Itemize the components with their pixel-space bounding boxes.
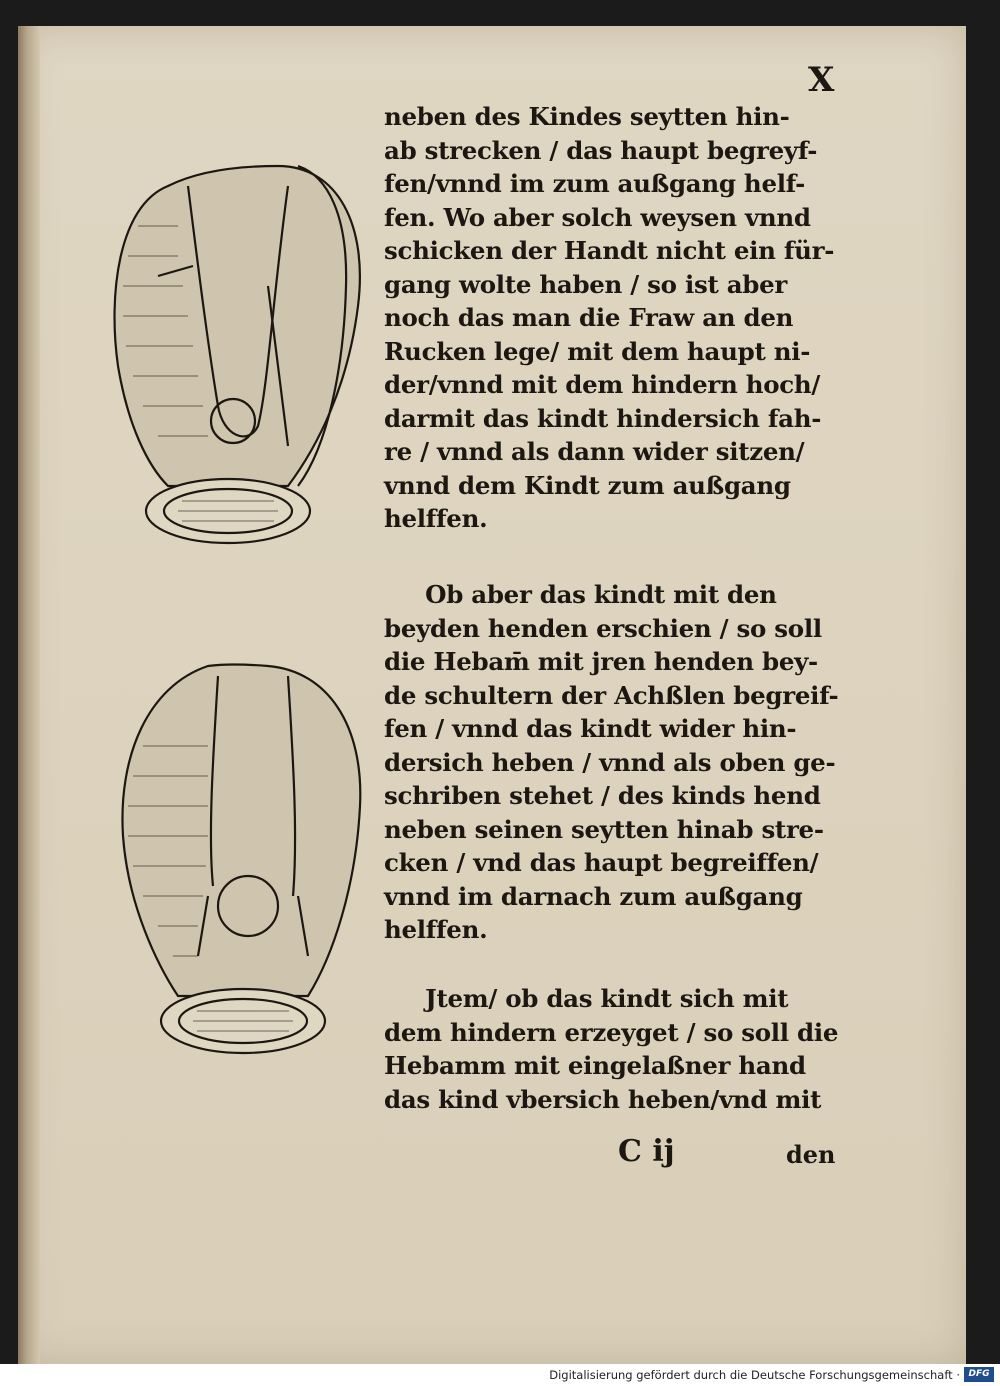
- book-page: [18, 26, 966, 1364]
- paragraph-3: [384, 982, 838, 1116]
- funding-credit: Digitalisierung gefördert durch die Deutsche Forschungsgemeinschaft ·: [549, 1368, 960, 1382]
- text-line: helffen.: [384, 504, 488, 533]
- text-line: der/vnnd mit dem hindern hoch/: [384, 370, 821, 399]
- text-line: fen / vnnd das kindt wider hin-: [384, 714, 797, 743]
- text-line: die Hebam̄ mit jren henden bey-: [384, 647, 818, 676]
- paragraph-2: [384, 578, 838, 947]
- signature-mark: C ij: [618, 1134, 675, 1169]
- folio-number: X: [808, 60, 835, 100]
- text-line: re / vnnd als dann wider sitzen/: [384, 437, 805, 466]
- text-line: darmit das kindt hindersich fah-: [384, 403, 822, 433]
- text-line: dem hindern erzeyget / so soll die: [384, 1017, 839, 1047]
- paragraph-1: [384, 100, 834, 536]
- text-line: Rucken lege/ mit dem haupt ni-: [384, 336, 811, 366]
- text-line: vnnd im darnach zum außgang: [384, 881, 803, 911]
- text-line: gang wolte haben / so ist aber: [384, 269, 787, 299]
- text-line: ab strecken / das haupt begreyf-: [384, 135, 818, 165]
- text-line: Jtem/ ob das kindt sich mit: [384, 984, 789, 1013]
- text-line: fen/vnnd im zum außgang helf-: [384, 169, 805, 198]
- digitization-footer: [0, 1364, 1000, 1386]
- text-line: de schultern der Achßlen begreif-: [384, 680, 839, 710]
- catchword: den: [786, 1140, 836, 1169]
- text-line: neben seinen seytten hinab stre-: [384, 814, 824, 844]
- text-line: vnnd dem Kindt zum außgang: [384, 470, 791, 500]
- text-line: fen. Wo aber solch weysen vnnd: [384, 202, 811, 232]
- text-line: helffen.: [384, 915, 488, 944]
- text-line: neben des Kindes seytten hin-: [384, 102, 790, 131]
- text-line: das kind vbersich heben/vnd mit: [384, 1084, 822, 1114]
- text-line: schicken der Handt nicht ein für-: [384, 236, 835, 265]
- page-binding-edge: [18, 26, 40, 1364]
- dfg-logo[interactable]: DFG: [964, 1367, 994, 1382]
- woodcut-figure-lower: [98, 656, 378, 1076]
- woodcut-figure-upper: [98, 146, 378, 566]
- text-line: cken / vnd das haupt begreiffen/: [384, 848, 819, 877]
- text-line: Hebamm mit eingelaßner hand: [384, 1051, 806, 1080]
- text-line: noch das man die Fraw an den: [384, 303, 794, 332]
- text-line: schriben stehet / des kinds hend: [384, 781, 821, 810]
- text-line: dersich heben / vnnd als oben ge-: [384, 747, 836, 777]
- text-line: beyden henden erschien / so soll: [384, 613, 822, 643]
- text-line: Ob aber das kindt mit den: [384, 580, 777, 609]
